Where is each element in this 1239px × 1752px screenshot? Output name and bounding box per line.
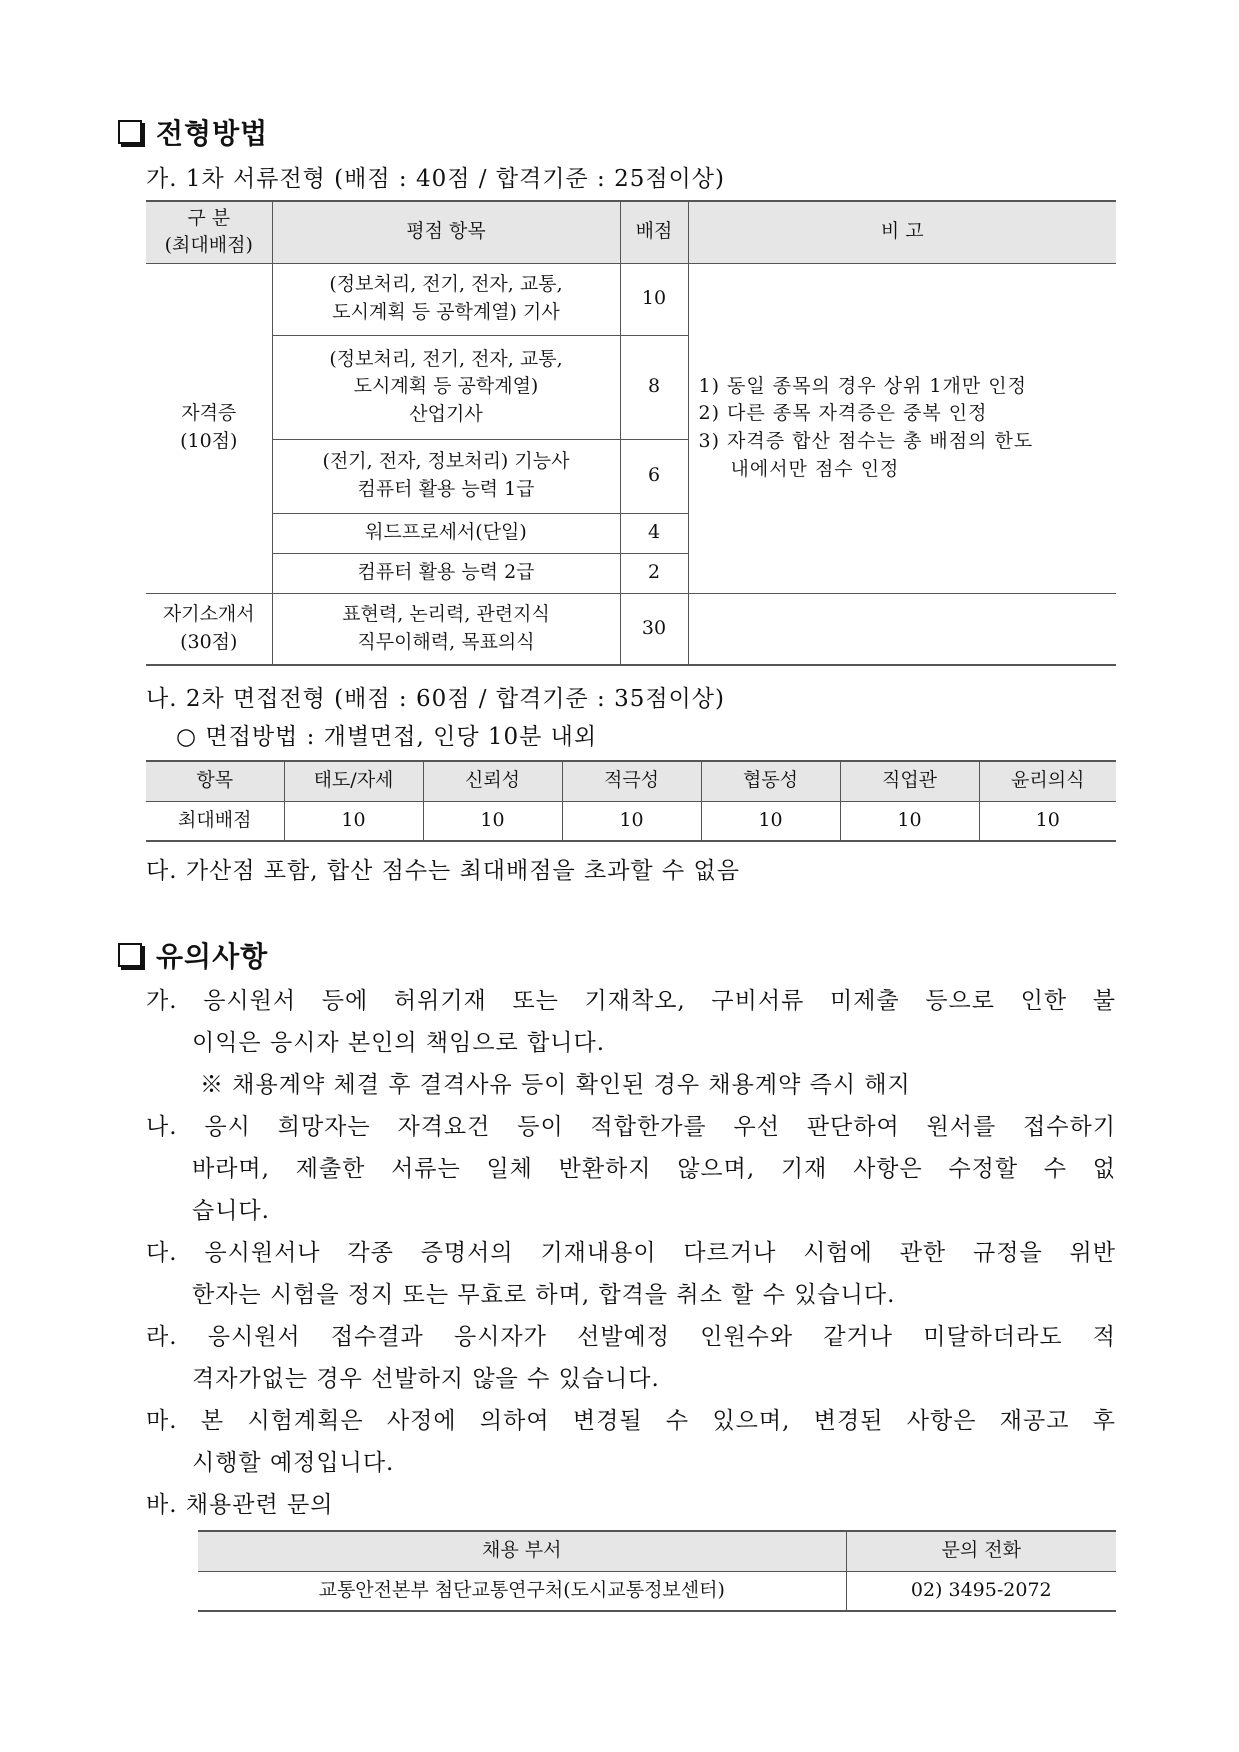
checkbox-square-icon [118,943,142,967]
department-cell: 교통안전본부 첨단교통연구처(도시교통정보센터) [198,1571,846,1611]
notice-ma-line2: 시행할 예정입니다. [192,1450,395,1476]
table-row [146,263,1116,335]
checkbox-square-icon [118,120,142,144]
notice-na-line3: 습니다. [192,1198,270,1224]
header-cell: 직업관 [840,761,979,801]
notice-da-line2: 한자는 시험을 정지 또는 무효로 하며, 합격을 취소 할 수 있습니다. [192,1282,896,1308]
score-cell: 2 [620,553,688,593]
score-cell: 10 [620,263,688,335]
notice-ga-line2: 이익은 응시자 본인의 책임으로 합니다. [192,1030,606,1056]
interview-method: ○ 면접방법 : 개별면접, 인당 10분 내외 [176,724,598,750]
section-title-notices: 유의사항 [118,935,268,975]
score-cell: 6 [620,439,688,513]
empty-note-cell [688,593,1116,665]
header-score: 배점 [620,201,688,263]
document-screening-table [146,200,1116,666]
header-cell: 문의 전화 [846,1531,1116,1571]
score-cell: 4 [620,513,688,553]
paragraph-na-interview: 나. 2차 면접전형 (배점 : 60점 / 합격기준 : 35점이상) [146,686,725,712]
notice-ra-line2: 격자가없는 경우 선발하지 않을 수 있습니다. [192,1366,660,1392]
header-cell: 협동성 [701,761,840,801]
header-cell: 신뢰성 [423,761,562,801]
section-title-selection-method: 전형방법 [118,112,268,152]
table-row [146,593,1116,665]
header-cell: 채용 부서 [198,1531,846,1571]
paragraph-ga-document-screening: 가. 1차 서류전형 (배점 : 40점 / 합격기준 : 25점이상) [146,166,725,192]
contact-table [198,1530,1116,1612]
intro-category-cell: 자기소개서 (30점) [146,593,272,665]
notice-da-line1: 다. 응시원서나 각종 증명서의 기재내용이 다르거나 시험에 관한 규정을 위반 [146,1240,1116,1266]
header-item: 평점 항목 [272,201,620,263]
notice-ba-contact: 바. 채용관련 문의 [146,1492,334,1518]
item-cell: (정보처리, 전기, 전자, 교통, 도시계획 등 공학계열) 기사 [272,263,620,335]
notice-ga-line1: 가. 응시원서 등에 허위기재 또는 기재착오, 구비서류 미제출 등으로 인한 불 [146,988,1116,1014]
license-category-cell: 자격증 (10점) [146,263,272,593]
table-row: 최대배점 10 10 10 10 10 10 [146,801,1116,841]
paragraph-da-bonus: 다. 가산점 포함, 합산 점수는 최대배점을 초과할 수 없음 [146,858,740,884]
interview-score-table [146,760,1116,842]
notice-na-line1: 나. 응시 희망자는 자격요건 등이 적합한가를 우선 판단하여 원서를 접수하기 [146,1114,1116,1140]
header-cell: 태도/자세 [284,761,423,801]
header-category: 구 분 (최대배점) [146,201,272,263]
notice-ga-note: ※ 채용계약 체결 후 결격사유 등이 확인된 경우 채용계약 즉시 해지 [200,1072,911,1098]
notice-ra-line1: 라. 응시원서 접수결과 응시자가 선발예정 인원수와 같거나 미달하더라도 적 [146,1324,1116,1350]
header-note: 비 고 [688,201,1116,263]
item-cell: 컴퓨터 활용 능력 2급 [272,553,620,593]
item-cell: (정보처리, 전기, 전자, 교통, 도시계획 등 공학계열) 산업기사 [272,335,620,439]
notes-cell: 1) 동일 종목의 경우 상위 1개만 인정 2) 다른 종목 자격증은 중복 인정 3) 자격증 합산 점수는 총 배점의 한도 내에서만 점수 인정 [688,263,1116,593]
table-row [198,1571,1116,1611]
phone-cell: 02) 3495-2072 [846,1571,1116,1611]
header-cell: 적극성 [562,761,701,801]
score-cell: 8 [620,335,688,439]
header-cell: 항목 [146,761,284,801]
header-cell: 윤리의식 [979,761,1116,801]
notice-ma-line1: 마. 본 시험계획은 사정에 의하여 변경될 수 있으며, 변경된 사항은 재공고 후 [146,1408,1116,1434]
item-cell: 워드프로세서(단일) [272,513,620,553]
item-cell: 표현력, 논리력, 관련지식 직무이해력, 목표의식 [272,593,620,665]
item-cell: (전기, 전자, 정보처리) 기능사 컴퓨터 활용 능력 1급 [272,439,620,513]
notice-na-line2: 바라며, 제출한 서류는 일체 반환하지 않으며, 기재 사항은 수정할 수 없 [192,1156,1116,1182]
score-cell: 30 [620,593,688,665]
